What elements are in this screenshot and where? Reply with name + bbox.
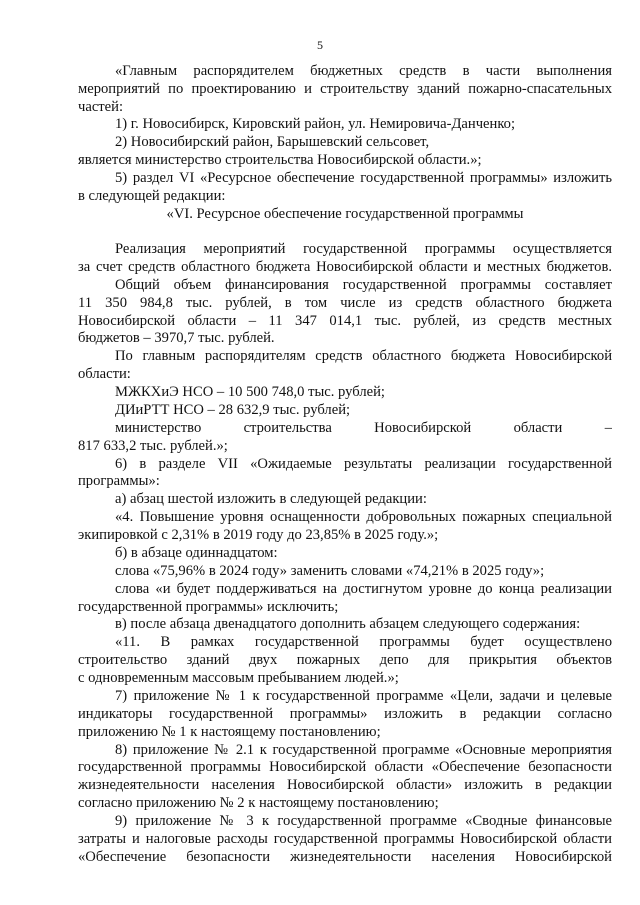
text-line: а) абзац шестой изложить в следующей редакции: bbox=[115, 491, 427, 507]
text-line: государственной программы» исключить; bbox=[78, 599, 339, 615]
text-line: МЖКХиЭ НСО – 10 500 748,0 тыс. рублей; bbox=[115, 384, 385, 400]
text-line: 817 633,2 тыс. рублей.»; bbox=[78, 438, 228, 454]
text-line: Общий объем финансирования государственной программы составляет bbox=[115, 277, 612, 293]
text-line: ДИиРТТ НСО – 28 632,9 тыс. рублей; bbox=[115, 402, 351, 418]
text-line: области: bbox=[78, 366, 131, 382]
text-line: Новосибирской области – 11 347 014,1 тыс. рублей, из средств местных bbox=[78, 313, 612, 329]
text-line: 5) раздел VI «Ресурсное обеспечение государственной программы» изложить bbox=[115, 170, 612, 186]
text-line: в следующей редакции: bbox=[78, 188, 226, 204]
text-line: слова «75,96% в 2024 году» заменить словами «74,21% в 2025 году»; bbox=[115, 563, 545, 579]
text-line: 8) приложение № 2.1 к государственной программе «Основные мероприятия bbox=[115, 742, 612, 758]
text-line: жизнедеятельности населения Новосибирской области» изложить в редакции bbox=[78, 777, 612, 793]
text-line: слова «и будет поддерживаться на достигнутом уровне до конца реализации bbox=[115, 581, 612, 597]
text-line: экипировкой с 2,31% в 2019 году до 23,85% в 2025 году.»; bbox=[78, 527, 439, 543]
text-line: «4. Повышение уровня оснащенности добровольных пожарных специальной bbox=[115, 509, 612, 525]
text-line: министерство строительства Новосибирской области – bbox=[115, 420, 612, 436]
text-line: б) в абзаце одиннадцатом: bbox=[115, 545, 278, 561]
text-line: 6) в разделе VII «Ожидаемые результаты реализации государственной bbox=[115, 456, 612, 472]
section-heading: «VI. Ресурсное обеспечение государственной программы bbox=[166, 206, 524, 222]
text-line: 1) г. Новосибирск, Кировский район, ул. Немировича-Данченко; bbox=[115, 116, 516, 132]
text-line: 9) приложение № 3 к государственной программе «Сводные финансовые bbox=[115, 813, 612, 829]
text-line: «Главным распорядителем бюджетных средств в части выполнения bbox=[115, 63, 612, 79]
text-line: мероприятий по проектированию и строительству зданий пожарно-спасательных bbox=[78, 81, 612, 97]
text-line: индикаторы государственной программы» изложить в редакции согласно bbox=[78, 706, 612, 722]
text-line: строительство зданий двух пожарных депо для прикрытия объектов bbox=[78, 652, 612, 668]
text-line: за счет средств областного бюджета Новосибирской области и местных бюджетов. bbox=[78, 259, 612, 275]
page-number: 5 bbox=[317, 38, 323, 52]
text-line: 2) Новосибирский район, Барышевский сельсовет, bbox=[115, 134, 430, 150]
text-line: затраты и налоговые расходы государственной программы Новосибирской области bbox=[78, 831, 612, 847]
text-line: с одновременным массовым пребыванием людей.»; bbox=[78, 670, 399, 686]
text-line: «Обеспечение безопасности жизнедеятельности населения Новосибирской bbox=[78, 849, 612, 865]
text-line: «11. В рамках государственной программы будет осуществлено bbox=[115, 634, 612, 650]
text-line: Реализация мероприятий государственной программы осуществляется bbox=[115, 241, 612, 257]
text-line: согласно приложению № 2 к настоящему постановлению; bbox=[78, 795, 439, 811]
text-line: в) после абзаца двенадцатого дополнить абзацем следующего содержания: bbox=[115, 616, 581, 632]
text-line: По главным распорядителям средств областного бюджета Новосибирской bbox=[115, 348, 612, 364]
text-line: программы»: bbox=[78, 473, 160, 489]
text-line: частей: bbox=[78, 99, 124, 115]
text-line: 11 350 984,8 тыс. рублей, в том числе из средств областного бюджета bbox=[78, 295, 612, 311]
text-line: приложению № 1 к настоящему постановлению; bbox=[78, 724, 381, 740]
text-line: бюджетов – 3970,7 тыс. рублей. bbox=[78, 330, 275, 346]
text-line: государственной программы Новосибирской области «Обеспечение безопасности bbox=[78, 759, 612, 775]
text-line: 7) приложение № 1 к государственной программе «Цели, задачи и целевые bbox=[115, 688, 612, 704]
text-line: является министерство строительства Новосибирской области.»; bbox=[78, 152, 482, 168]
